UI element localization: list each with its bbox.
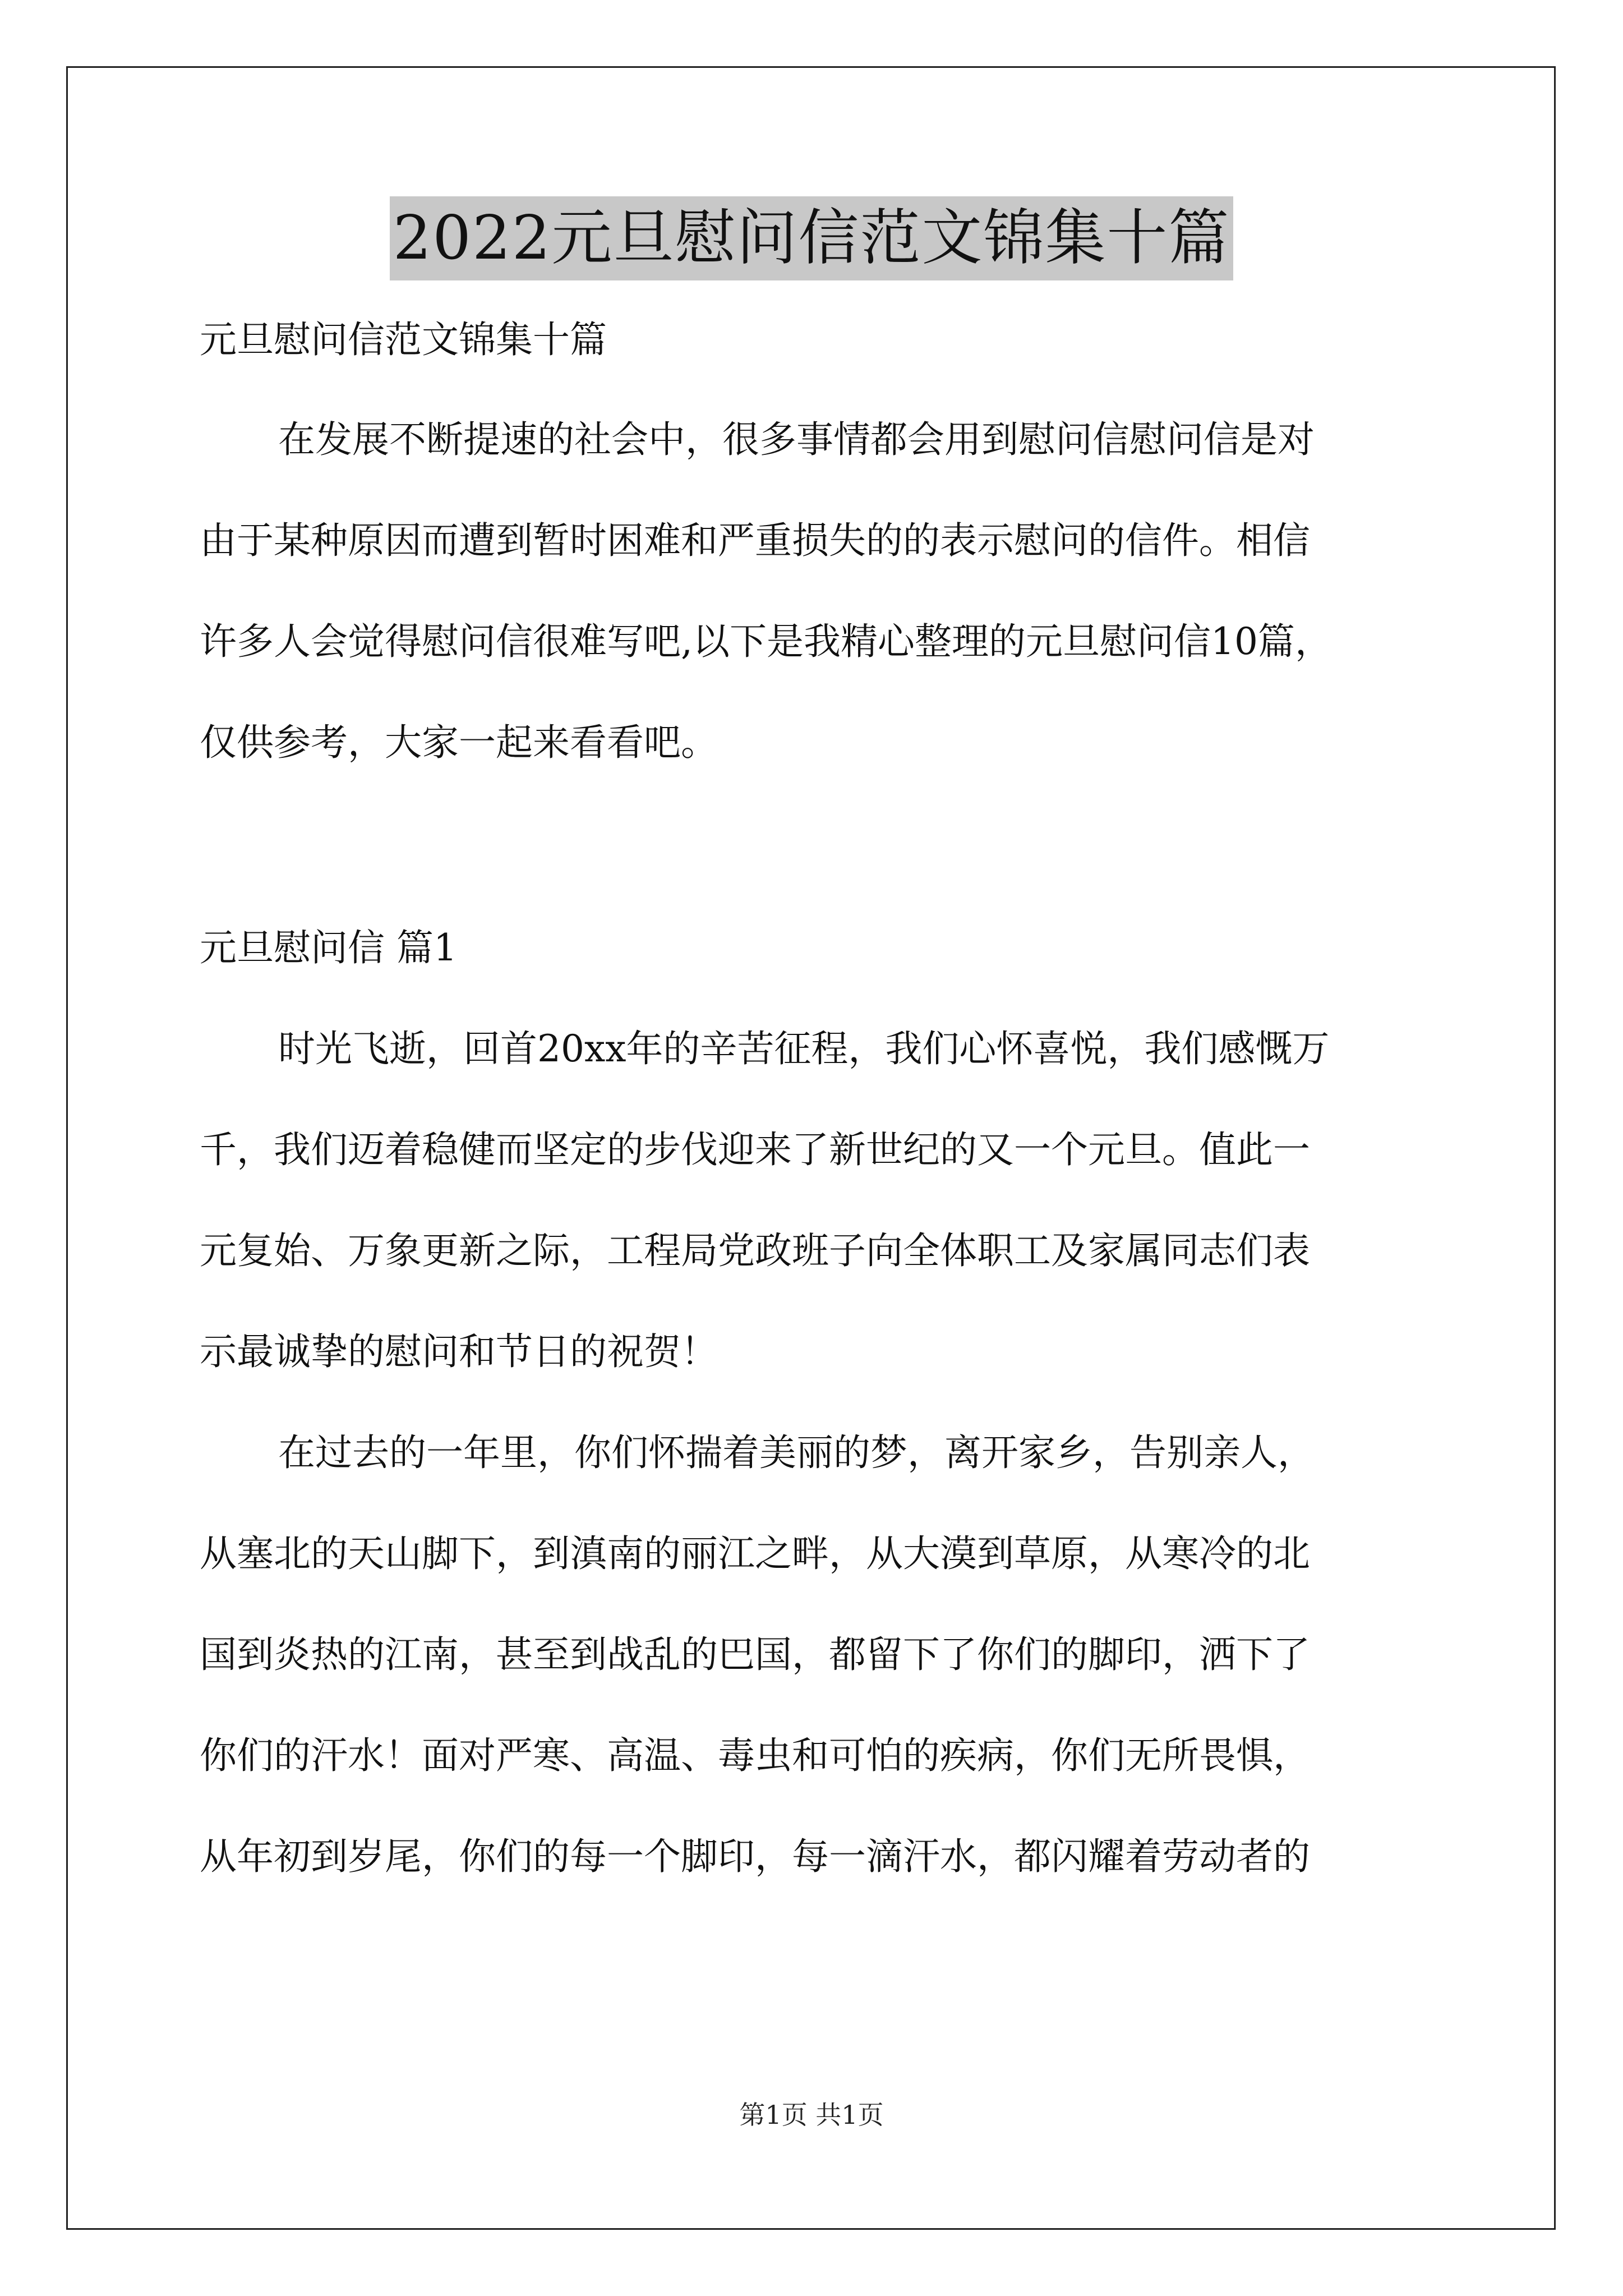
section-paragraph-1 [200,1023,1433,1378]
intro-line: 在发展不断提速的社会中，很多事情都会用到慰问信慰问信是对 [278,418,1315,461]
paragraph-line: 示最诚挚的慰问和节日的祝贺！ [200,1330,718,1373]
section-heading: 元旦慰问信 篇1 [200,926,457,969]
section-paragraph-2 [200,1427,1433,1883]
intro-paragraph [200,414,1433,769]
intro-line: 许多人会觉得慰问信很难写吧,以下是我精心整理的元旦慰问信10篇， [200,620,1332,663]
paragraph-line: 元复始、万象更新之际，工程局党政班子向全体职工及家属同志们表 [200,1229,1310,1272]
paragraph-line: 国到炎热的江南，甚至到战乱的巴国，都留下了你们的脚印，洒下了 [200,1633,1310,1676]
paragraph-line: 你们的汗水！面对严寒、高温、毒虫和可怕的疾病，你们无所畏惧， [200,1734,1310,1777]
title-area [0,196,1623,280]
paragraph-line: 从塞北的天山脚下，到滇南的丽江之畔，从大漠到草原，从寒冷的北 [200,1532,1310,1575]
document-body [200,314,1433,1883]
intro-line: 仅供参考，大家一起来看看吧。 [200,721,718,764]
document-subtitle: 元旦慰问信范文锦集十篇 [200,318,607,361]
intro-line: 由于某种原因而遭到暂时困难和严重损失的的表示慰问的信件。相信 [200,519,1310,562]
paragraph-line: 千，我们迈着稳健而坚定的步伐迎来了新世纪的又一个元旦。值此一 [200,1128,1310,1171]
paragraph-line: 在过去的一年里，你们怀揣着美丽的梦，离开家乡，告别亲人， [278,1431,1315,1474]
paragraph-line: 时光飞逝，回首20xx年的辛苦征程，我们心怀喜悦，我们感慨万 [278,1027,1330,1070]
page-footer: 第1页 共1页 [739,2100,884,2130]
paragraph-line: 从年初到岁尾，你们的每一个脚印，每一滴汗水，都闪耀着劳动者的 [200,1835,1310,1878]
document-title: 2022元旦慰问信范文锦集十篇 [390,196,1234,280]
